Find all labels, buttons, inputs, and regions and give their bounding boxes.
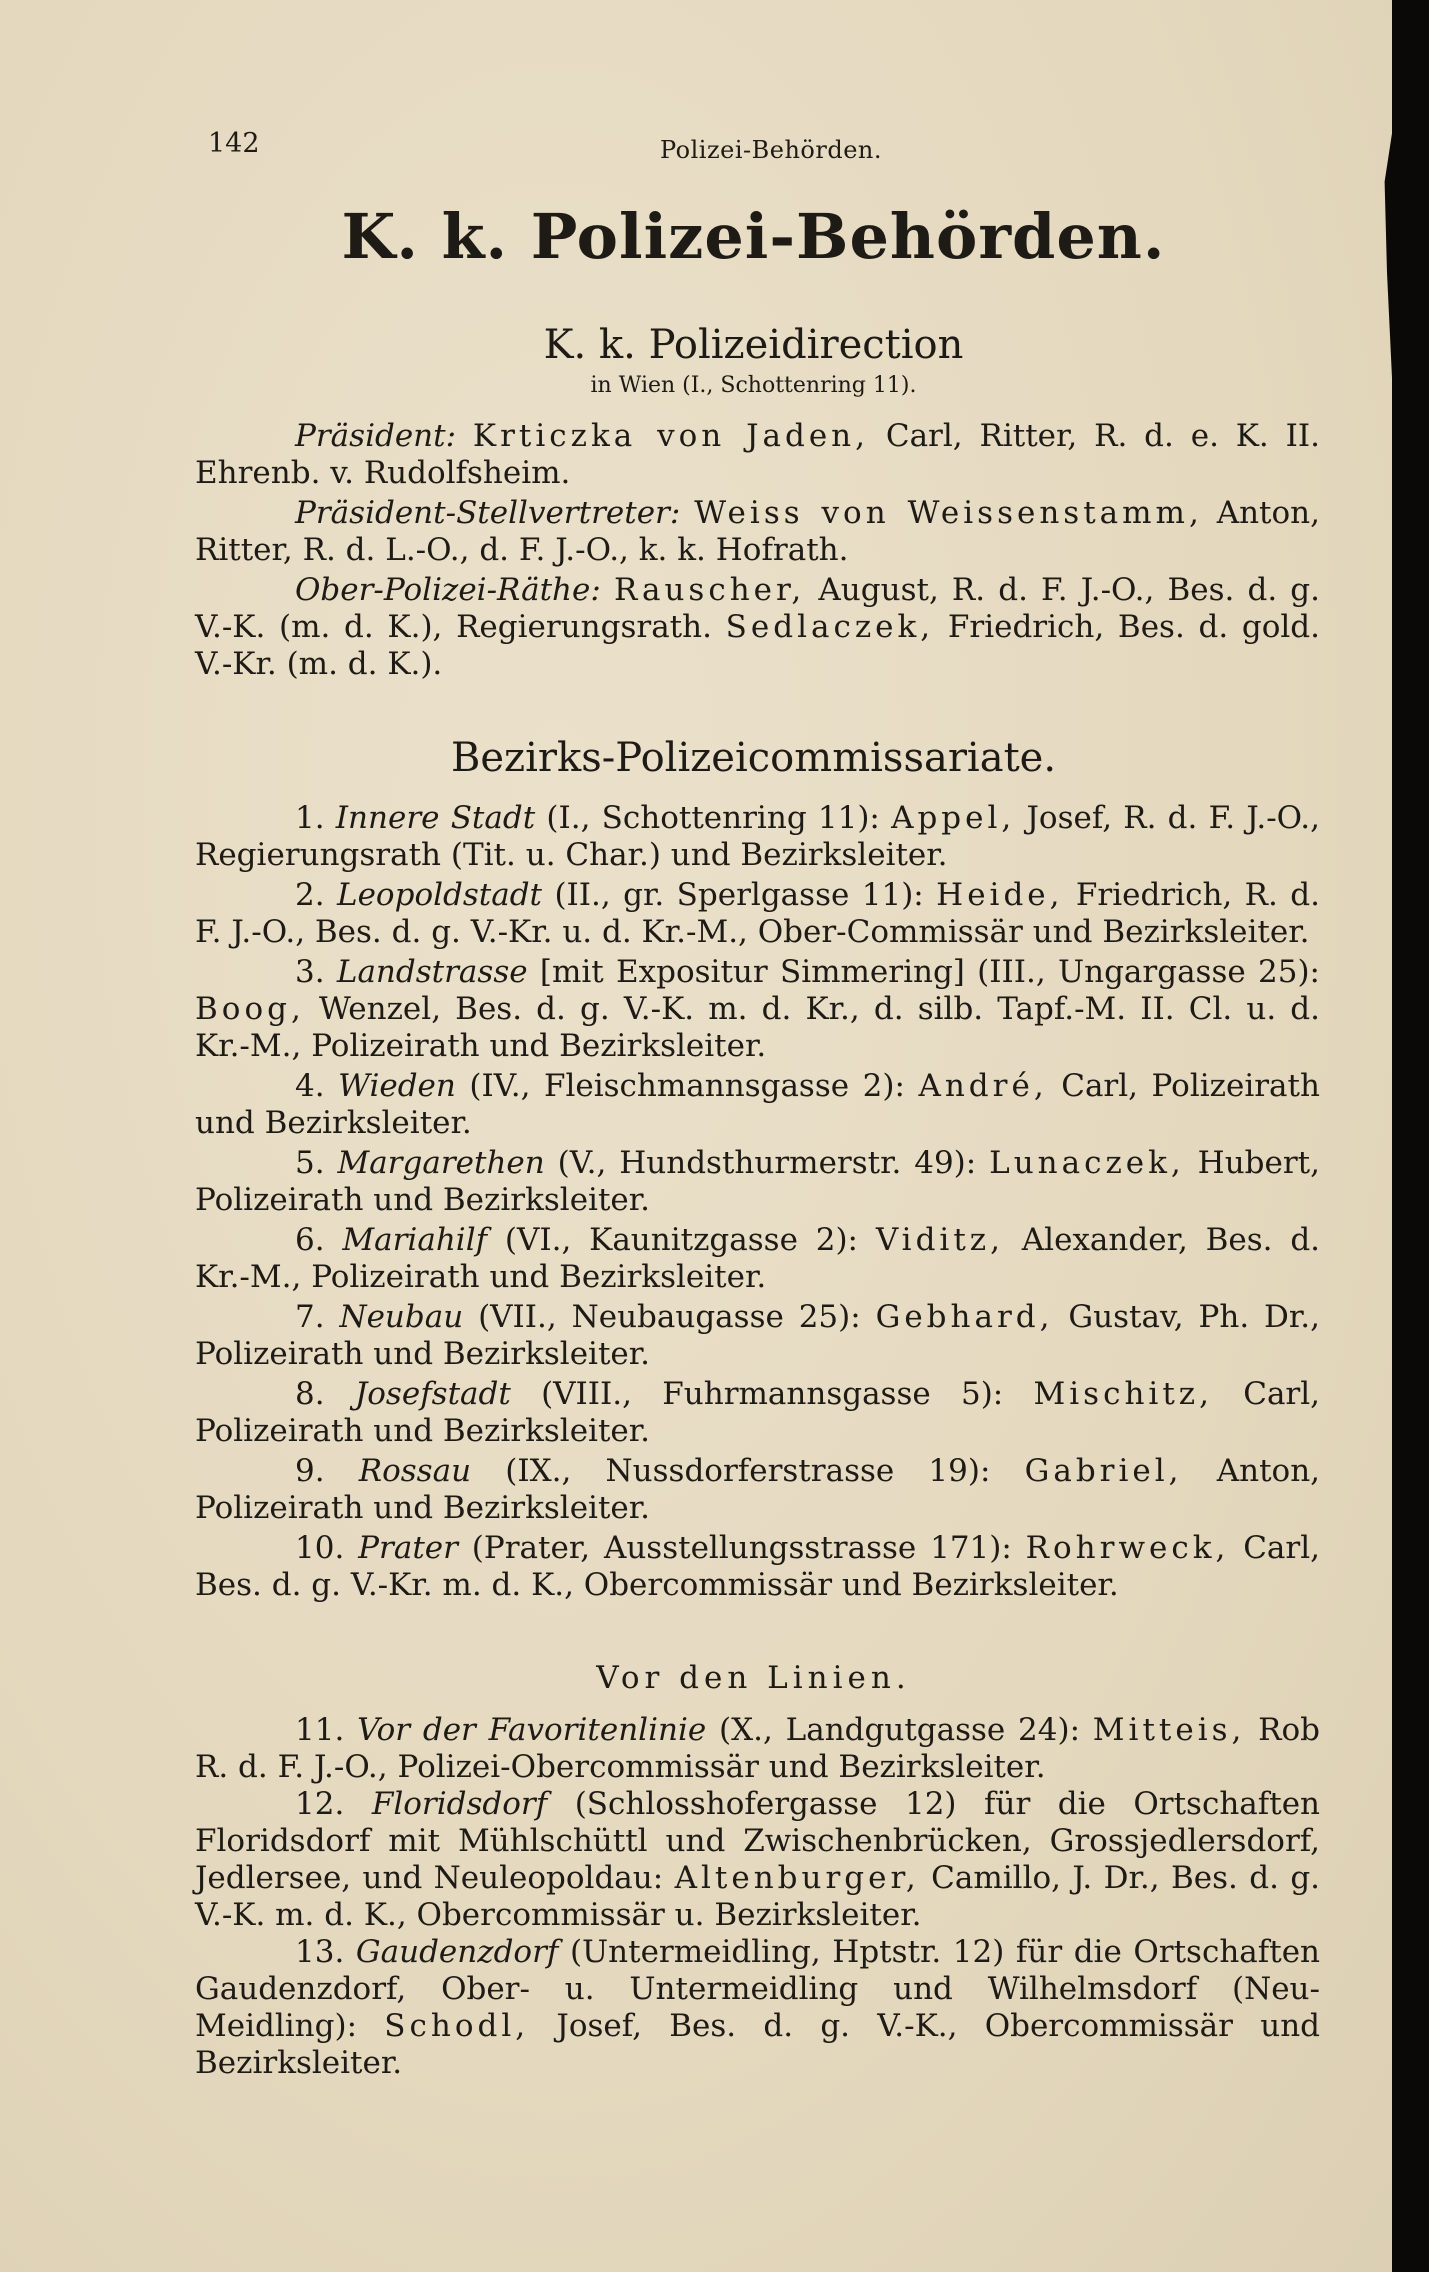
list-item: 3. Landstrasse [mit Expositur Simmering] (III., Ungargasse 25): Boog, Wenzel, Bes. d. g. V.-K. m. d. Kr., d. silb. Tapf.-M. II. Cl. u. d. Kr.-M., Polizeirath und Bezirksleiter. [195,954,1321,1064]
list-item: 11. Vor der Favoritenlinie (X., Landgutgasse 24): Mitteis, Rob R. d. F. J.-O., Polizei-Obercommissär und Bezirksleiter. [195,1712,1321,1785]
outer-heading: Vor den Linien. [596,1660,911,1696]
direction-address: in Wien (I., Schottenring 11). [590,373,917,398]
list-item: 7. Neubau (VII., Neubaugasse 25): Gebhard, Gustav, Ph. Dr., Polizeirath und Bezirksleiter. [195,1299,1321,1372]
entry-councillors: Ober-Polizei-Räthe: Rauscher, August, R. d. F. J.-O., Bes. d. g. V.-K. (m. d. K.), Regierungsrath. Sedlaczek, Friedrich, Bes. d. gold. V.-Kr. (m. d. K.). [195,572,1321,682]
outer-list [195,1712,1320,2082]
list-item: 6. Mariahilf (VI., Kaunitzgasse 2): Viditz, Alexander, Bes. d. Kr.-M., Polizeirath und Bezirksleiter. [195,1222,1321,1295]
list-item: 2. Leopoldstadt (II., gr. Sperlgasse 11): Heide, Friedrich, R. d. F. J.-O., Bes. d. g. V.-Kr. u. d. Kr.-M., Ober-Commissär und Bezirksleiter. [195,877,1320,950]
commissariate-list [195,800,1320,1607]
list-item: 13. Gaudenzdorf (Untermeidling, Hptstr. 12) für die Ortschaften Gaudenzdorf, Ober- u. Untermeidling und Wilhelmsdorf (Neu-Meidling): Schodl, Josef, Bes. d. g. V.-K., Obercommissär und Bezirksleiter. [195,1934,1321,2081]
list-item: 12. Floridsdorf (Schlosshofergasse 12) für die Ortschaften Floridsdorf mit Mühlschüttl und Zwischenbrücken, Grossjedlersdorf, Jedlersee, und Neuleopoldau: Altenburger, Camillo, J. Dr., Bes. d. g. V.-K. m. d. K., Obercommissär u. Bezirksleiter. [195,1786,1321,1933]
list-item: 10. Prater (Prater, Ausstellungsstrasse 171): Rohrweck, Carl, Bes. d. g. V.-Kr. m. d. K., Obercommissär und Bezirksleiter. [195,1530,1320,1603]
list-item: 1. Innere Stadt (I., Schottenring 11): Appel, Josef, R. d. F. J.-O., Regierungsrath (Tit. u. Char.) und Bezirksleiter. [195,800,1320,873]
direction-heading: K. k. Polizeidirection [543,322,964,368]
list-item: 9. Rossau (IX., Nussdorferstrasse 19): Gabriel, Anton, Polizeirath und Bezirksleiter. [195,1453,1321,1526]
list-item: 5. Margarethen (V., Hundsthurmerstr. 49): Lunaczek, Hubert, Polizeirath und Bezirksleiter. [195,1145,1320,1218]
direction-entries [195,418,1320,686]
page-number: 142 [208,128,260,159]
main-title: K. k. Polizei-Behörden. [341,200,1166,273]
entry-president: Präsident: Krticzka von Jaden, Carl, Ritter, R. d. e. K. II. Ehrenb. v. Rudolfsheim. [195,418,1320,491]
list-item: 4. Wieden (IV., Fleischmannsgasse 2): André, Carl, Polizeirath und Bezirksleiter. [195,1068,1320,1141]
running-header [0,128,1392,168]
commissariate-heading: Bezirks-Polizeicommissariate. [450,735,1057,781]
entry-vice-president: Präsident-Stellvertreter: Weiss von Weissenstamm, Anton, Ritter, R. d. L.-O., d. F. J.-O., k. k. Hofrath. [195,495,1320,568]
list-item: 8. Josefstadt (VIII., Fuhrmannsgasse 5): Mischitz, Carl, Polizeirath und Bezirksleiter. [195,1376,1321,1449]
running-title: Polizei-Behörden. [660,136,882,164]
